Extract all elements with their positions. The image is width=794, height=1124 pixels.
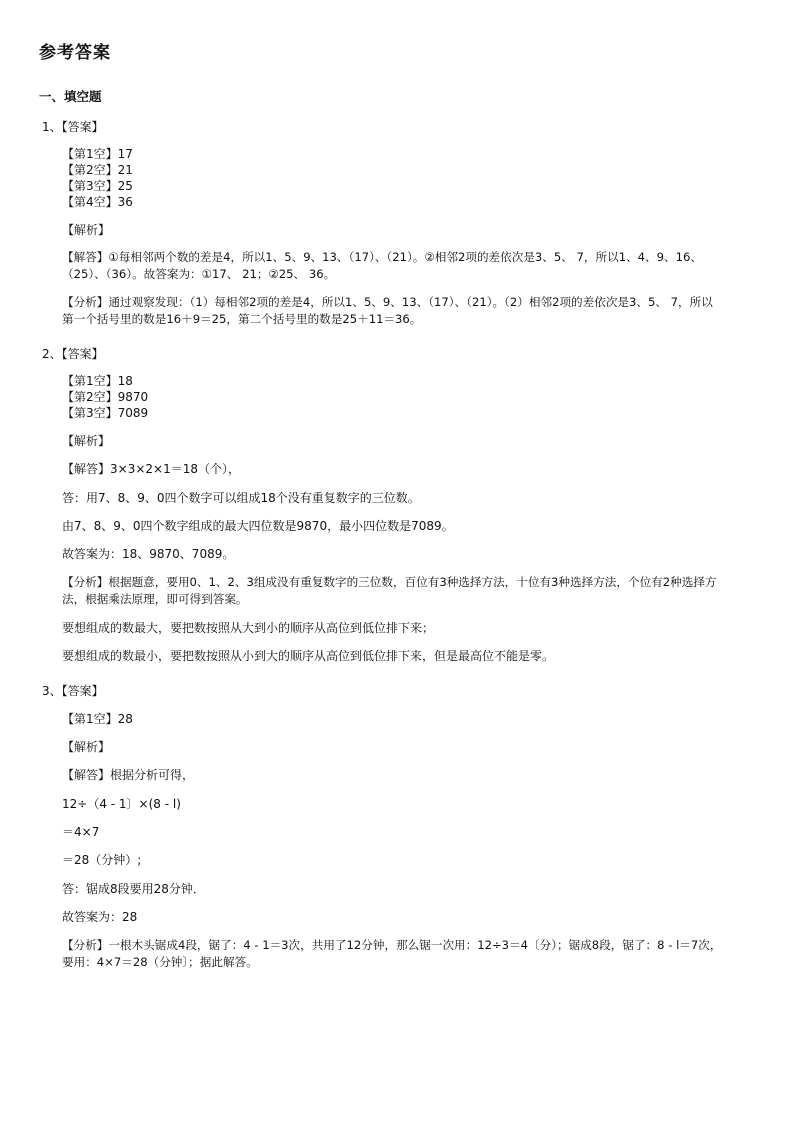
q3-solution-line: 12÷（4 - 1〕×(8 - l) bbox=[62, 797, 181, 811]
q2-analysis-heading: 【解析】 bbox=[62, 434, 111, 448]
q3-solution-line: ＝4×7 bbox=[62, 825, 100, 839]
q1-solution: 【解答】①每相邻两个数的差是4，所以1、5、9、13、（17）、（21）。②相邻2项的差依次是3、5、 7，所以1、4、9、16、（25）、（36）。故答案为：①17、 21；②25、 36。 bbox=[62, 250, 702, 281]
q3-solution-line: 故答案为：28 bbox=[62, 910, 138, 924]
page-title: 参考答案 bbox=[39, 43, 111, 63]
q3-solution-line: 【解答】根据分析可得， bbox=[62, 768, 195, 782]
q1-blank-1: 【第1空】17 bbox=[62, 147, 133, 161]
q2-blank-3: 【第3空】7089 bbox=[62, 406, 149, 420]
q2-blank-2: 【第2空】9870 bbox=[62, 390, 149, 404]
q2-solution-line: 故答案为：18、9870、7089。 bbox=[62, 547, 235, 561]
q2-solution-line: 【解答】3×3×2×1＝18（个）， bbox=[62, 462, 240, 476]
q2-answer-heading: 2、【答案】 bbox=[42, 347, 104, 361]
q1-blank-4: 【第4空】36 bbox=[62, 195, 133, 209]
q2-note-line: 要想组成的数最大，要把数按照从大到小的顺序从高位到低位排下来； bbox=[62, 621, 435, 635]
q2-note-line: 要想组成的数最小，要把数按照从小到大的顺序从高位到低位排下来，但是最高位不能是零。 bbox=[62, 649, 555, 663]
q3-answer-heading: 3、【答案】 bbox=[42, 684, 104, 698]
q1-reasoning: 【分析】通过观察发现：（1）每相邻2项的差是4，所以1、5、9、13、（17）、（21）。（2）相邻2项的差依次是3、5、 7，所以第一个括号里的数是16＋9＝25，第二个括号里的数是25＋11＝36。 bbox=[62, 295, 713, 326]
q1-answer-heading: 1、【答案】 bbox=[42, 120, 104, 134]
q3-analysis-heading: 【解析】 bbox=[62, 740, 111, 754]
q3-solution-line: ＝28（分钟）; bbox=[62, 853, 142, 867]
q1-analysis-heading: 【解析】 bbox=[62, 223, 111, 237]
q3-solution-line: 答：锯成8段要用28分钟． bbox=[62, 882, 205, 896]
q2-blank-1: 【第1空】18 bbox=[62, 374, 133, 388]
q2-solution-line: 答：用7、8、9、0四个数字可以组成18个没有重复数字的三位数。 bbox=[62, 491, 420, 505]
q3-reasoning: 【分析】一根木头锯成4段，锯了：4 - 1＝3次，共用了12分钟，那么锯一次用：12÷3＝4〔分）；锯成8段，锯了：8 - l＝7次，要用：4×7＝28（分钟〕；据此解答。 bbox=[62, 938, 722, 969]
section-title: 一、填空题 bbox=[39, 89, 102, 104]
q2-solution-line: 由7、8、9、0四个数字组成的最大四位数是9870，最小四位数是7089。 bbox=[62, 519, 454, 533]
q2-reasoning: 【分析】根据题意，要用0、1、2、3组成没有重复数字的三位数，百位有3种选择方法，十位有3种选择方法，个位有2种选择方法，根据乘法原理，即可得到答案。 bbox=[62, 575, 717, 606]
q1-blank-2: 【第2空】21 bbox=[62, 163, 133, 177]
q3-blank-1: 【第1空】28 bbox=[62, 712, 133, 726]
q1-blank-3: 【第3空】25 bbox=[62, 179, 133, 193]
